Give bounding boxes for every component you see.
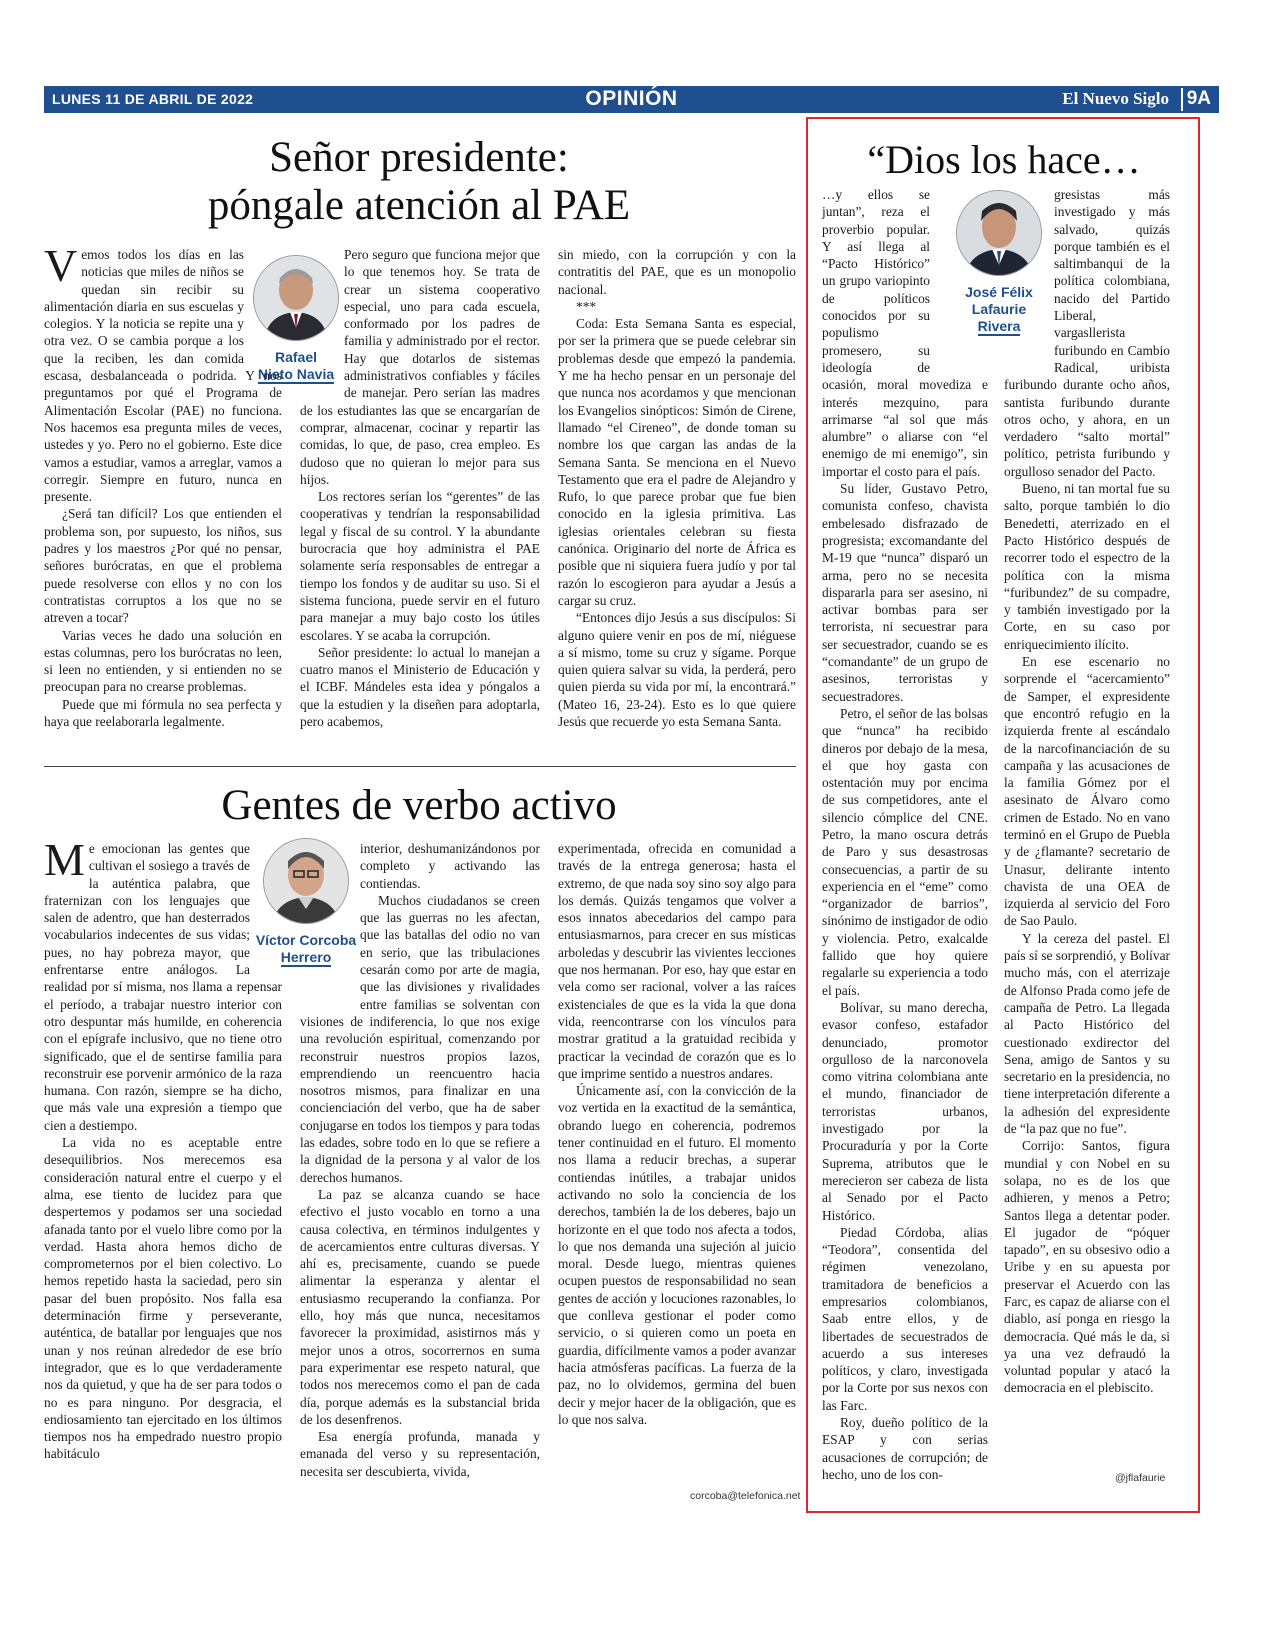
section-name: OPINIÓN [585, 87, 678, 110]
paragraph: Puede que mi fórmula no sea perfecta y haya que reelaborarla legalmente. [44, 696, 282, 730]
drop-cap: V [44, 240, 78, 291]
photo-space [300, 246, 344, 396]
article-1-title [44, 134, 794, 230]
photo-space [1004, 186, 1054, 364]
article-1-column-2 [300, 246, 540, 730]
author-last-name: Rivera [977, 318, 1021, 334]
paragraph: ¿Será tan difícil? Los que entienden el problema son, por supuesto, los niños, sus padres y los maestros ¿Por qué no pensar, señores burócratas, en que el problema puede resolverse con ellos y no con los contratistas corruptos a los que no se atreven a tocar? [44, 506, 282, 626]
article-2-column-2 [300, 840, 540, 1480]
paragraph: Corrijo: Santos, figura mundial y con Nobel en su solapa, no es de los que adhieren, y menos a Petro; Santos llega a detentar poder. El jugador de “póquer tapado”, en su obsesivo odio a Uribe y en su apuesta por preservar el Acuerdo con las Farc, es capaz de aliarse con el diablo, así ponga en riesgo la democracia. Qué más le da, si ya una vez defraudó la voluntad popular y atacó la democracia en el plebiscito. [1004, 1138, 1170, 1396]
paragraph: gresistas más investigado y más salvado, quizás porque también es el saltimbanqui de la política colombiana, nacido del Partido Liberal, vargasllerista furibundo en Cambio Radical, uribista furibundo durante ocho años, santista furibundo durante otros ocho, y ahora, en un verdadero “salto mortal” político, petrista furibundo y orgulloso senador del Pacto. [1004, 187, 1170, 479]
photo-space [300, 840, 360, 1012]
photo-space [930, 186, 988, 364]
newspaper-name: El Nuevo Siglo [1062, 89, 1169, 108]
author-middle-name: Lafaurie [971, 301, 1027, 317]
article-divider [44, 766, 796, 767]
paragraph: Coda: Esta Semana Santa es especial, por ser la primera que se puede celebrar sin problemas desde que empezó la pandemia. Y me ha hecho pensar en un personaje del que nunca nos acordamos y que mencionan los Evangelios sinópticos: Simón de Cirene, llamado “el Cireneo”, de donde toman su nombre los que cargan las andas de la Semana Santa. Se menciona en el Nuevo Testamento que era el padre de Alejandro y Rufo, lo que parece probar que fue bien conocido en la iglesia primitiva. Las iglesias orientales celebran su fiesta canónica. Originario del norte de África es posible que ni siquiera fuera judío y por tal razón lo escogieron para ayudar a Jesús a cargar su cruz. [558, 316, 796, 608]
article-2-title: Gentes de verbo activo [221, 782, 617, 829]
author-first-name: José Félix [965, 284, 1033, 300]
paragraph: Bolívar, su mano derecha, evasor confeso, estafador denunciado, promotor orgulloso de la narconovela como vitrina colombiana ante el mundo, financiador de terroristas urbanos, investigado por la Procuraduría y por la Corte Suprema, atributos que le merecieron ser cabeza de lista al Senado por el Pacto Histórico. [822, 999, 988, 1223]
paragraph: …y ellos se juntan”, reza el proverbio popular. Y así llega al “Pacto Histórico” un grupo variopinto de políticos conocidos por su populismo promesero, su ideología de ocasión, moral movediza e interés mezquino, para arrimarse “al sol que más alumbre” o aliarse con “el enemigo de mi enemigo”, sin importar el costo para el país. [822, 187, 988, 479]
article-1-title-line1: Señor presidente: [269, 134, 569, 181]
author-last-name: Herrero [280, 949, 332, 965]
paragraph: experimentada, ofrecida en comunidad a través de la entrega generosa; hasta el extremo, de que nada soy sino soy algo para los demás. Quizás tengamos que volver a esos innatos abecedarios del campo para entusiasmarnos, para crecer en sus místicas arboledas y descubrir las vivientes lecciones que nos hermanan. Por eso, hay que estar en vela como ser racional, volver a las raíces existenciales de que es la vida la que dona vida, reencontrarse con los vínculos para mostrar gratitud a la gratuidad recibida y practicar la vecindad de corazón que es lo que imprime sentido a nuestros andares. [558, 841, 796, 1081]
header-banner [44, 86, 1219, 113]
article-3-title: “Dios los hace… [867, 137, 1141, 182]
paragraph: La paz se alcanza cuando se hace efectivo el justo vocablo en torno a una causa colectiva, en términos indulgentes y de acercamientos entre culturas diversas. Y ahí es, precisamente, cuando se puede alimentar la esperanza y alentar el entusiasmo recuperando la confianza. Por ello, hoy más que nunca, necesitamos favorecer la proximidad, asistirnos más y mejor unos a otros, socorrernos en suma para experimentar ese respeto natural, que todos nos merecemos como el pan de cada día, porque además es la substancial brida de los desenfrenos. [300, 1186, 540, 1427]
article-1-column-3 [558, 246, 796, 730]
paragraph-text: emos todos los días en las noticias que miles de niños se quedan sin recibir su alimentación diaria en sus escuelas y colegios. Y la noticia se repite una y otra vez. O se cambia porque a los que la reciben, les dan comida escasa, desbalanceada o podrida. Y nos preguntamos por qué el Programa de Alimentación Escolar (PAE) no funciona. Nos hacemos esa pregunta miles de veces, ustedes y yo. Pero no el gobierno. Este dice vamos a estudiar, vamos a arreglar, vamos a corregir. Siempre en futuro, nunca en presente. [44, 247, 282, 505]
article-3-column-1 [822, 186, 988, 1483]
paragraph: interior, deshumanizándonos por completo y activando las contiendas. [360, 841, 540, 891]
paragraph: Únicamente así, con la convicción de la voz vertida en la exactitud de la semántica, obrando luego en coherencia, podremos tener continuidad en el futuro. El momento nos llama a reducir brechas, a superar contiendas inútiles, a trabajar unidos activando no solo la conciencia de los derechos, también la de los deberes, bajo un horizonte en el que todo nos afecta a todos, lo que nos demanda una sujeción al juicio moral. Desde luego, mientras quienes ocupen puestos de responsabilidad no sean gentes de acción y locuciones razonables, lo que conlleva gestionar el poder como servicio, o si quieren como un poeta en guardia, difícilmente vamos a poder avanzar hacia atmósferas pacíficas. La fuerza de la paz, no lo olvidemos, germina del buen decir y mejor hacer de la obligación, que es lo que nos salva. [558, 1083, 796, 1427]
author-first-name: Rafael [274, 349, 318, 365]
paragraph: Y la cereza del pastel. El país sí se sorprendió, y Bolívar mucho más, con el aterrizaje de Alfonso Prada como jefe de campaña de Petro. La llegada al Pacto Histórico del cuestionado exdirector del Sena, amigo de Santos y su secretario en la presidencia, no tiene interpretación diferente a la adhesión del expresidente de “la paz que no fue”. [1004, 930, 1170, 1137]
paragraph: “Entonces dijo Jesús a sus discípulos: Si alguno quiere venir en pos de mí, niéguese a sí mismo, tome su cruz y sígame. Porque quien quiera salvar su vida, la perderá, pero quien pierda su vida por mí, la encontrará.” (Mateo 16, 23-24). Esto es lo que quiere Jesús que recuerde yo esta Semana Santa. [558, 610, 796, 730]
article-2-column-1 [44, 834, 282, 1463]
drop-cap: M [44, 834, 85, 885]
paragraph: Bueno, ni tan mortal fue su salto, porque también lo dio Benedetti, aterrizado en el Pacto Histórico después de recorrer todo el espectro de la política con la misma “furibundez” de su compadre, y también investigado por la Corte, en su caso por enriquecimiento ilícito. [1004, 481, 1170, 652]
paragraph: Los rectores serían los “gerentes” de las cooperativas y tendrían la responsabilidad legal y fiscal de su control. Y la abundante burocracia que hoy administra el PAE solamente sería responsables de entregar a tiempo los fondos y de auditar su uso. Si el sistema funciona, puede servir en el futuro para manejar a muy bajo costo los útiles escolares. Y se acaba la corrupción. [300, 489, 540, 643]
issue-date: LUNES 11 DE ABRIL DE 2022 [52, 91, 254, 107]
paragraph [44, 834, 282, 1134]
paragraph: Pero seguro que funciona mejor que lo que tenemos hoy. Se trata de crear un sistema cooperativo especial, uno para cada escuela, conformado por los padres de familia y administrado por el rector. Hay que dotarlos de sistemas administrativos confiables y fáciles de manejar. Pero serían las madres de los estudiantes las que se encargarían de comprar, almacenar, cocinar y repartir las comidas, lo que, de paso, crea empleo. Es dudoso que no quieran lo mejor para sus hijos. [300, 247, 540, 487]
paragraph: Varias veces he dado una solución en estas columnas, pero los burócratas no leen, si leen no entienden, y si entienden no se preocupan para no crearse problemas. [44, 627, 282, 695]
paragraph: Muchos ciudadanos se creen que las guerras no les afectan, que las batallas del odio no van en serio, que las tribulaciones cesarán como por arte de magia, que las divisiones y rivalidades entre familias se solventan con visiones de indiferencia, lo que nos exige una revolución espiritual, comenzando por reconstruir nuestros propios lazos, emprendiendo un reencuentro hacia nosotros mismos, para finalizar en una concienciación del verbo, que ha de saber conjugarse en todos los tiempos y para todas las edades, sobre todo en lo que se refiere a la dignidad de la persona y al valor de los derechos humanos. [300, 892, 540, 1185]
header-divider [1181, 88, 1183, 111]
article-3-column-2 [1004, 186, 1170, 1397]
article-1-column-1 [44, 240, 282, 730]
section-separator: *** [576, 298, 597, 314]
paragraph: Señor presidente: lo actual lo manejan a cuatro manos el Ministerio de Educación y el ICBF. Mándeles esta idea y póngalos a que la estudien y la diseñen para adoptarla, pero acabemos, [300, 644, 540, 730]
page-number: 9A [1186, 88, 1211, 109]
article-1-title-line2: póngale atención al PAE [207, 182, 631, 229]
paragraph-text: e emocionan las gentes que cultivan el sosiego a través de la auténtica palabra, que fraternizan con los lenguajes que salen de adentro, que han desterrados vocabularios indecentes de sus vidas; pues, no hay pobreza mayor, que enfrentarse entre análogos. La realidad por sí misma, nos llama a repensar el período, a trabajar nuestro interior con otro despuntar más humilde, en coherencia con el epígrafe inclusivo, que no tiene otro significado, que el de sentirse familia para reconstruir ese porvenir armónico de la raza humana. Con razón, siempre se ha dicho, que más vale una expresión a tiempo que cien a destiempo. [44, 841, 282, 1133]
paragraph: Su líder, Gustavo Petro, comunista confeso, chavista embelesado disfrazado de progresista; excomandante del M-19 que “nunca” disparó un arma, pero no se necesita dispararla para ser asesino, ni activar bombas para ser terrorista, ni secuestrar para ser secuestrador, cuando se es “comandante” de un grupo de asesinos, terroristas y secuestradores. [822, 481, 988, 704]
article-2-column-3 [558, 840, 796, 1428]
paragraph: Petro, el señor de las bolsas que “nunca” ha recibido dineros por debajo de la mesa, el que hoy gasta con ostentación muy por encima de sus competidores, ante el silencio cómplice del CNE. Petro, la mano oscura detrás de Paro y sus desastrosas consecuencias, a partir de su experiencia en el “eme” como “organizador de barrios”, sinónimo de instigador de odio y violencia. Petro, exalcalde fallido que hoy quiere regalarle su experiencia a todo el país. [822, 705, 989, 998]
author-handle[interactable]: @jflafaurie [1115, 1472, 1166, 1484]
paragraph: sin miedo, con la corrupción y con la contratitis del PAE, que es un monopolio nacional. [558, 247, 796, 297]
author-last-name: Nieto Navia [257, 366, 335, 382]
author-first-name: Víctor Corcoba [255, 932, 357, 948]
paragraph: Roy, dueño político de la ESAP y con serias acusaciones de corrupción; de hecho, uno de los con- [822, 1415, 988, 1482]
paragraph: La vida no es aceptable entre desequilibrios. Nos merecemos esa consideración natural entre el cuerpo y el alma, ese tiento de lucidez para que despertemos y podamos ser una sociedad afanada tanto por el vuelo libre como por la verdad. Hasta ahora hemos dicho de comprometernos por el bien colectivo. Lo hemos repetido hasta la saciedad, pero sin pasar del buen propósito. Nos falla esa determinación firme y perseverante, auténtica, de batallar por lenguajes que nos unan y nos reúnan alrededor de ese brío integrador, que es lo que verdaderamente nos da quietud, y que ha de ser para todos o no es para ninguno. Por desgracia, el endiosamiento tan ejercitado en los últimos tiempos nos ha empedrado nuestro propio habitáculo [44, 1135, 282, 1462]
author-email[interactable]: corcoba@telefonica.net [690, 1490, 801, 1502]
paragraph: Esa energía profunda, manada y emanada del verso y su representación, necesita ser descubierta, vivida, [300, 1429, 540, 1479]
paragraph: Piedad Córdoba, alias “Teodora”, consentida del régimen venezolano, tramitadora de beneficios a empresarios colombianos, Saab entre ellos, y de libertades de secuestrados de acuerdo a sus intereses políticos, y claro, investigada por la Corte por sus nexos con las Farc. [822, 1224, 988, 1413]
paragraph: En ese escenario no sorprende el “acercamiento” de Samper, el expresidente que encontró refugio en la izquierda frente al escándalo de la narcofinanciación de su campaña y las acusaciones de la familia Gómez por el asesinato de Álvaro como crimen de Estado. No en vano terminó en el Grupo de Puebla y de ¿flamante? secretario de Unasur, delirante intento chavista de una OEA de izquierda al servicio del Foro de Sao Paulo. [1004, 654, 1170, 929]
